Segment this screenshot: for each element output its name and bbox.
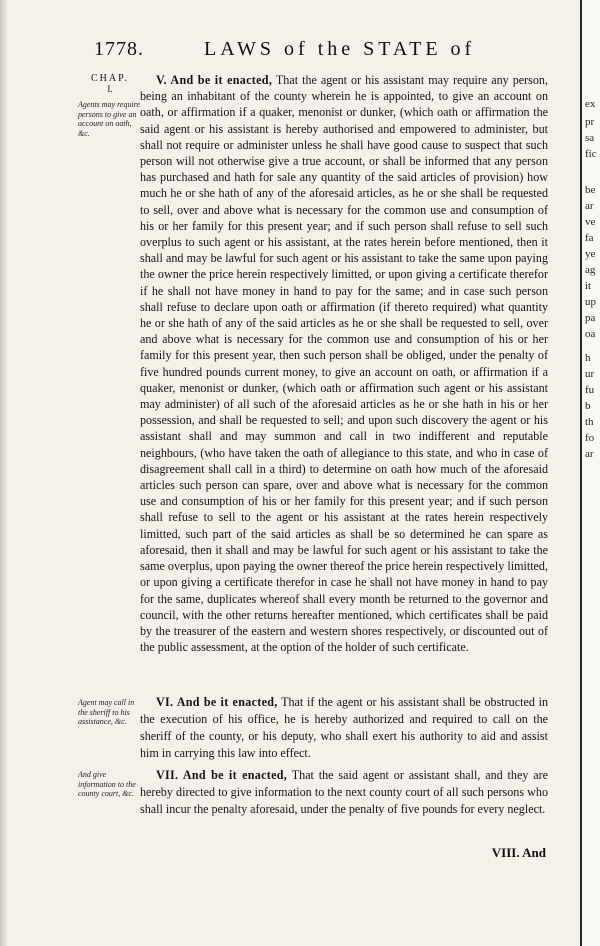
page-header (94, 38, 562, 68)
facing-fragment: fo (585, 432, 595, 444)
section-body: That the agent or his assistant may require any person, being an inhabitant of the county wherein he is appointed, to give an account on oath, or affirmation if a quaker, menonist or dunker, (which oath or affirmation the said agent or his assistant is hereby authorised and empowered to administer, but shall not require or administer unless he shall have good cause to suspect that such person will not otherwise give a true account, or shall be informed that any person has purchased and hath for sale any quantity of the said articles of provision) how much he or she hath of any of the aforesaid articles, as he or she shall be requested to sell, over and above what is necessary for the common use and consumption of his or her family for this present year; and if such person shall refuse to sell such overplus to such agent or his assistant, at the rates herein before mentioned, then it shall and may be lawful for such agent or his assistant to take the same upon paying the owner the price herein respectively limitted, or upon giving a certificate therefor if he shall not have money in hand to pay for the same; and in case such person shall refuse to declare upon oath or affirmation (if thereto required) what quantity he or she hath of any of the said articles as he or she shall be requested to sell, over and above what is necessary for the common use and consumption of his or her family for this present year, then such person shall be obliged, under the penalty of five hundred pounds current money, to give an account on oath, or affirmation if a quaker, menonist or dunker, (which oath or affirmation such agent or his assistant may administer) of all such of the aforesaid articles as he or she hath in his or her possession, and shall be requested to sell; and upon such discovery the agent or his assistant shall and may summon and call in two indifferent and reputable neighbours, (who have taken the oath of allegiance to this state, and who in case of disagreement shall call in a third) to determine on oath how much of the aforesaid articles such person can spare, over and above what is necessary for the common use and consumption of his or her family for this present year; and if such person shall refuse to sell to the agent or his assistant at the rates herein respectively limitted, such part of the said articles as shall be so determined he can spare as aforesaid, then it shall and may be lawful for such agent or his assistant to take the same overplus, upon paying the owner thereof the price herein respectively limitted, or upon giving a certificate therefor in case he shall not have money in hand to pay for the same, duplicates whereof shall every month be returned to the governor and council, with the other returns hereafter mentioned, which certificates shall be paid by the treasurer of the eastern and western shores respectively, or discounted out of the public assessment, at the option of the holder of such certificate. (140, 73, 548, 655)
section-lead: V. And be it enacted, (156, 73, 273, 87)
facing-fragment: h (585, 352, 591, 364)
chapter-label (82, 73, 138, 94)
facing-fragment: up (585, 296, 596, 308)
section-lead: VI. And be it enacted, (156, 695, 278, 709)
facing-fragment: fa (585, 232, 594, 244)
facing-fragment: ex (585, 98, 596, 110)
facing-fragment: pr (585, 116, 595, 128)
facing-fragment: b (585, 400, 591, 412)
facing-fragment: ar (585, 200, 594, 212)
margin-note-county-court: And give information to the county court, &c. (78, 770, 136, 798)
running-title: LAWS of the STATE of (204, 38, 476, 60)
catchword: VIII. And (491, 845, 546, 860)
facing-page-edge (580, 0, 600, 946)
page-year: 1778. (94, 38, 144, 60)
facing-fragment: th (585, 416, 594, 428)
facing-fragment: ye (585, 248, 596, 260)
section-lead: VII. And be it enacted, (156, 768, 288, 782)
facing-fragment: fic (585, 148, 597, 160)
section-body: That the said agent or assistant shall, and they are hereby directed to give information to the next county court of all such persons who shall incur the penalty aforesaid, under the penalty of five pounds for every neglect. (140, 768, 548, 816)
section-7 (140, 767, 548, 818)
margin-note-agents: Agents may require persons to give an account on oath, &c. (78, 100, 141, 138)
facing-fragment: ve (585, 216, 596, 228)
chapter-number: I. (107, 84, 113, 94)
facing-fragment: ar (585, 448, 594, 460)
facing-fragment: oa (585, 328, 596, 340)
page-gutter (0, 0, 8, 946)
margin-note-sheriff: Agent may call in the sheriff to his assistance, &c. (78, 698, 135, 726)
facing-fragment: sa (585, 132, 595, 144)
facing-fragment: it (585, 280, 592, 292)
facing-fragment: ag (585, 264, 596, 276)
section-5 (140, 72, 548, 655)
section-6 (140, 694, 548, 762)
facing-fragment: ur (585, 368, 595, 380)
facing-fragment: fu (585, 384, 595, 396)
facing-fragment: pa (585, 312, 596, 324)
section-body: That if the agent or his assistant shall be obstructed in the execution of his office, he is hereby authorized and required to call on the sheriff of the county, or his deputy, who shall exert his authority to aid and assist him in carrying this law into effect. (140, 695, 548, 760)
facing-fragment: be (585, 184, 596, 196)
chapter-word: CHAP. (90, 73, 130, 84)
